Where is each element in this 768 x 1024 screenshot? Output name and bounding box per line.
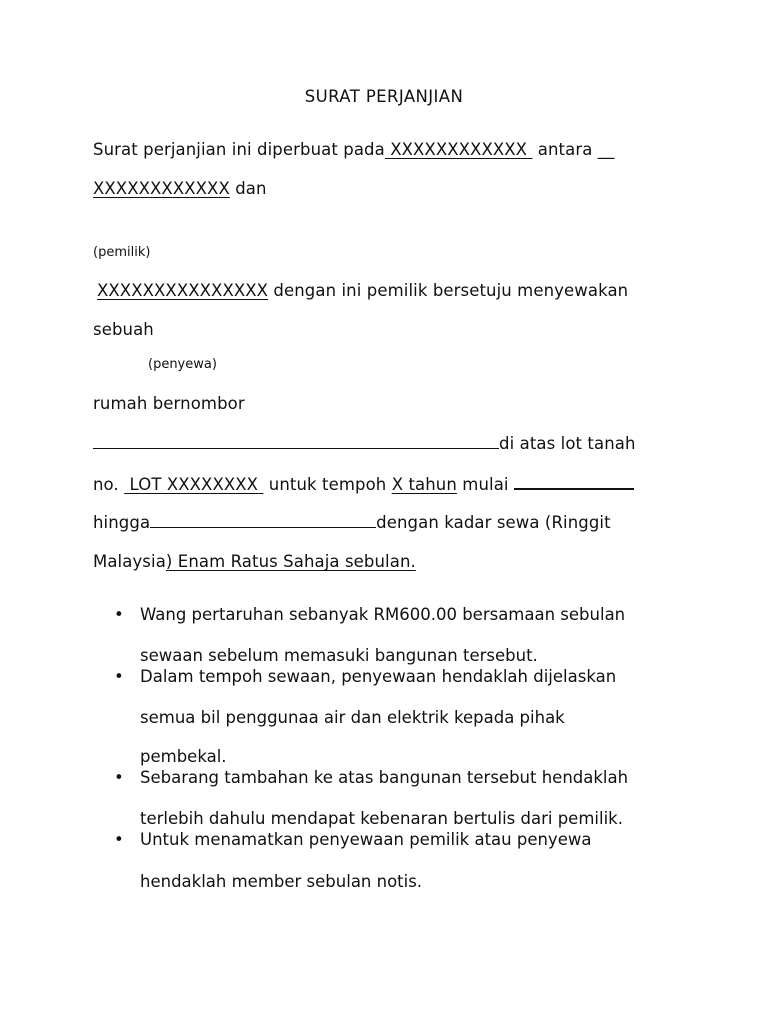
term-4-line-2: hendaklah member sebulan notis. [140, 872, 423, 891]
owner-line-suffix: dan [235, 179, 267, 198]
term-2-line-2: semua bil penggunaa air dan elektrik kepada pihak [140, 708, 565, 727]
tenant-line [97, 281, 628, 301]
term-3-line-2: terlebih dahulu mendapat kebenaran bertulis dari pemilik. [140, 809, 623, 828]
rent-rate-label: dengan kadar sewa (Ringgit [376, 513, 611, 532]
owner-line [93, 179, 267, 199]
house-number-line: rumah bernombor [93, 394, 245, 413]
tenant-name-field: XXXXXXXXXXXXXXX [97, 281, 269, 300]
rent-amount-line [93, 552, 416, 572]
sebuah-line: sebuah [93, 320, 154, 339]
start-date-blank [514, 473, 634, 490]
end-label: hingga [93, 513, 151, 532]
currency-label: Malaysia [93, 552, 166, 571]
lot-prefix: no. [93, 475, 119, 494]
period-label: untuk tempoh [268, 475, 387, 494]
end-line [93, 512, 611, 533]
term-4-line-1: Untuk menamatkan penyewaan pemilik atau penyewa [140, 830, 592, 849]
term-2-line-1: Dalam tempoh sewaan, penyewaan hendaklah dijelaskan [140, 667, 617, 686]
intro-between: antara [537, 140, 593, 159]
lot-number-field: LOT XXXXXXXX [129, 475, 259, 494]
bullet-dot: • [114, 667, 124, 686]
house-number-blank-line [93, 433, 636, 454]
intro-tail-blank: __ [597, 140, 615, 159]
period-field: X tahun [391, 475, 457, 494]
term-1-line-1: Wang pertaruhan sebanyak RM600.00 bersamaan sebulan [140, 605, 626, 624]
agreement-date-field: XXXXXXXXXXXX [390, 140, 528, 159]
rent-amount-field: ) Enam Ratus Sahaja sebulan. [165, 552, 416, 571]
tenant-line-suffix: dengan ini pemilik bersetuju menyewakan [273, 281, 629, 300]
start-label: mulai [462, 475, 509, 494]
term-1-line-2: sewaan sebelum memasuki bangunan tersebut. [140, 646, 538, 665]
document-title: SURAT PERJANJIAN [304, 87, 464, 106]
bullet-dot: • [114, 768, 124, 787]
lot-line [93, 473, 634, 495]
lot-line-suffix: di atas lot tanah [499, 434, 636, 453]
end-date-blank [150, 512, 376, 528]
term-3-line-1: Sebarang tambahan ke atas bangunan tersebut hendaklah [140, 768, 629, 787]
term-2-line-3: pembekal. [140, 747, 227, 766]
owner-label: (pemilik) [93, 245, 151, 260]
owner-name-field: XXXXXXXXXXXX [93, 179, 230, 198]
house-number-blank [93, 433, 499, 449]
intro-line [93, 140, 615, 160]
tenant-label: (penyewa) [148, 357, 217, 372]
bullet-dot: • [114, 830, 124, 849]
intro-prefix: Surat perjanjian ini diperbuat pada [93, 140, 385, 159]
bullet-dot: • [114, 605, 124, 624]
